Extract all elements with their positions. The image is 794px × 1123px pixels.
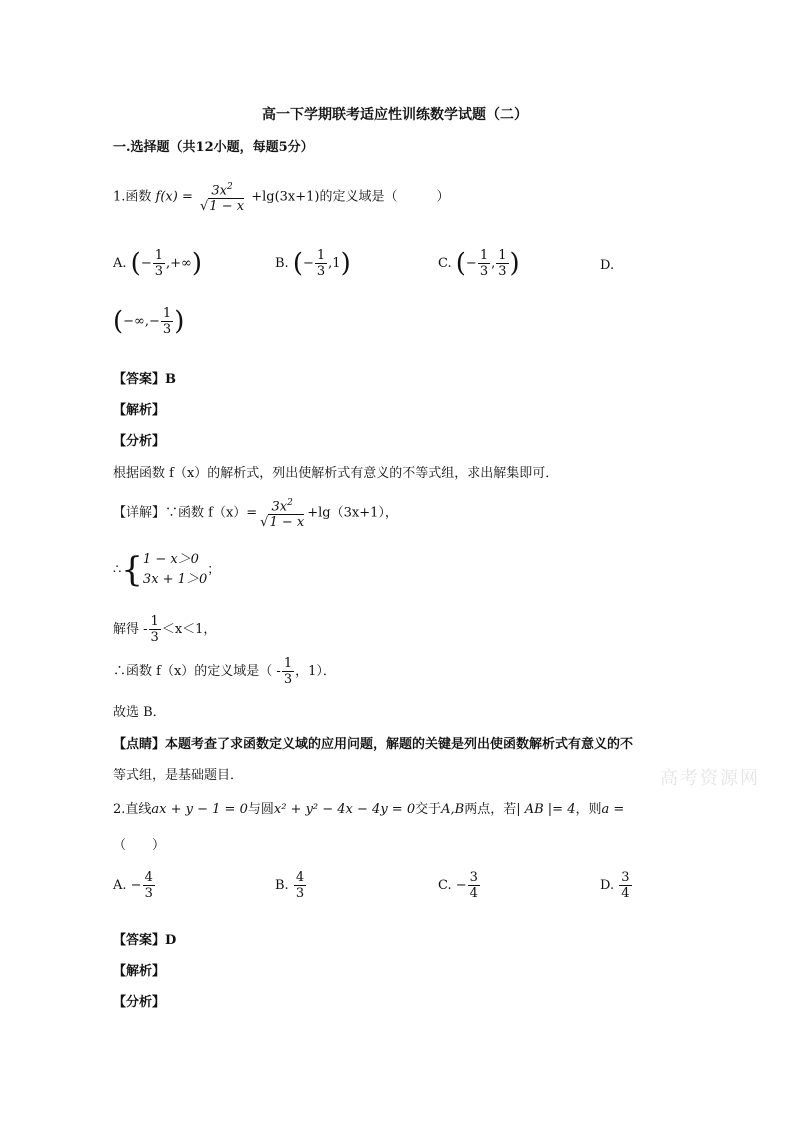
brace-icon: { (121, 550, 143, 590)
option-sign: − (455, 878, 467, 893)
q1-option-b: B. (− $\frac{1}{3}$ ,1) (275, 248, 351, 279)
q1-domain-prefix: ∴函数 f（x）的定义域是（ - (113, 664, 281, 679)
page-title: 高一下学期联考适应性训练数学试题（二） (262, 107, 528, 123)
q2-option-d (600, 870, 633, 901)
q1-num: 3x (211, 183, 227, 199)
option-den: 4 (469, 886, 478, 901)
q1-solve (113, 614, 216, 645)
option-label: D. (600, 878, 615, 893)
option-num: 4 (144, 870, 153, 885)
q1-solve-prefix: 解得 - (113, 622, 148, 637)
option-sign: − (130, 878, 142, 893)
q1-detail-num-exp: 2 (287, 498, 293, 508)
option-den-2: 3 (498, 264, 507, 279)
option-num: 4 (295, 870, 305, 885)
option-label: A. (113, 878, 127, 893)
option-label: C. (438, 256, 452, 271)
q1-analysis: 根据函数 f（x）的解析式，列出使解析式有意义的不等式组，求出解集即可． (113, 466, 559, 481)
q1-detail-fraction: $\frac{3x^2}{√1 - x}$ (260, 498, 305, 531)
q1-choose: 故选 B． (113, 705, 166, 720)
q2-answer: 【答案】D (113, 933, 177, 948)
option-mid: , (491, 256, 496, 271)
option-label: A. (113, 256, 127, 271)
q1-domain (113, 656, 336, 687)
q2-option-c (438, 870, 481, 901)
question-1 (113, 180, 450, 214)
q2-mid1: 与圆 (247, 802, 274, 817)
option-label: B. (275, 878, 289, 893)
q1-solve-den: 3 (150, 630, 159, 645)
q1-option-d-value: (−∞,− $\frac{1}{3}$ ) (113, 306, 185, 337)
option-den: 3 (295, 886, 305, 901)
option-sign: − (465, 256, 477, 271)
q1-domain-tail: ，1）． (295, 664, 336, 679)
q1-jiexi: 【解析】 (113, 403, 166, 418)
q1-fraction: $\frac{3x^2}{√1 - x}$ (200, 182, 245, 215)
q2-line-eq: ax + y − 1 = 0 (151, 802, 248, 817)
option-label: C. (438, 878, 452, 893)
section-heading: 一.选择题（共12小题，每题5分） (113, 140, 314, 155)
q2-mid4: ，则 (575, 802, 602, 817)
q1-option-c: C. (− $\frac{1}{3}$ , $\frac{1}{3}$ ) (438, 248, 520, 279)
option-num: 1 (316, 248, 326, 263)
option-num: 3 (621, 870, 630, 885)
q1-solve-num: 1 (150, 614, 159, 629)
q1-detail (113, 496, 398, 530)
option-num: 1 (162, 306, 172, 321)
q1-detail-tail: +lg（3x+1）， (307, 505, 398, 521)
q2-option-a (113, 870, 156, 901)
q1-system-tail: ； (207, 562, 221, 578)
question-2 (113, 798, 624, 817)
q2-paren: （ ） (113, 838, 166, 853)
option-sign: − (302, 256, 314, 271)
q1-question: 的定义域是（ ） (319, 189, 450, 205)
option-label: B. (275, 256, 289, 271)
q1-solve-tail: ＜x＜1， (161, 622, 217, 637)
q1-den: 1 − x (209, 199, 245, 215)
q1-domain-num: 1 (283, 656, 293, 671)
option-den: 3 (162, 322, 172, 337)
q1-detail-prefix: 【详解】∵函数 f（x）= (113, 505, 258, 521)
q1-system (113, 550, 220, 590)
q1-detail-den: 1 − x (269, 515, 305, 531)
q2-var: a = (601, 802, 625, 817)
option-post: ,+∞ (166, 256, 192, 271)
q2-mid2: 交于 (415, 802, 442, 817)
option-num: 1 (479, 248, 489, 263)
option-sign: − (140, 256, 152, 271)
option-den: 4 (621, 886, 630, 901)
q2-prefix: 2.直线 (113, 802, 152, 817)
q1-num-exp: 2 (226, 182, 233, 192)
q1-comment-text: 【点睛】本题考查了求函数定义域的应用问题，解题的关键是列出使函数解析式有意义的不 (113, 737, 634, 752)
q1-comment-line1 (113, 733, 633, 752)
option-den: 3 (154, 264, 164, 279)
q1-prefix: 1.函数 (113, 189, 152, 205)
q1-tail: +lg(3x+1) (251, 189, 320, 205)
q1-option-d-label: D. (600, 258, 615, 273)
q1-system-label: ∴ (113, 562, 122, 578)
q1-system-row2: 3x + 1＞0 (142, 572, 208, 587)
q2-points: A,B (441, 802, 465, 817)
q2-jiexi: 【解析】 (113, 964, 166, 979)
q1-func-def: f(x) = (155, 189, 193, 205)
q1-system-row1: 1 − x＞0 (142, 552, 199, 567)
option-den: 3 (144, 886, 153, 901)
q2-fenxi: 【分析】 (113, 995, 166, 1010)
q2-mid3: 两点，若 (464, 802, 517, 817)
q1-comment-line2: 等式组，是基础题目． (113, 768, 244, 783)
q2-option-b (275, 870, 307, 901)
q1-fenxi: 【分析】 (113, 434, 166, 449)
q1-detail-num: 3x (271, 499, 288, 515)
option-num: 3 (469, 870, 478, 885)
option-den: 3 (316, 264, 326, 279)
q2-cond: | AB |= 4 (516, 802, 576, 817)
option-num: 1 (154, 248, 164, 263)
q1-option-a: A. (− $\frac{1}{3}$ ,+∞) (113, 248, 203, 279)
watermark: 高考资源网 (660, 768, 760, 789)
option-sign: −∞,− (123, 314, 160, 329)
option-den: 3 (479, 264, 489, 279)
option-post: ,1 (328, 256, 341, 271)
q1-domain-den: 3 (283, 672, 293, 687)
q2-circle-eq: x² + y² − 4x − 4y = 0 (273, 802, 416, 817)
q1-answer: 【答案】B (113, 372, 176, 387)
option-num-2: 1 (498, 248, 507, 263)
